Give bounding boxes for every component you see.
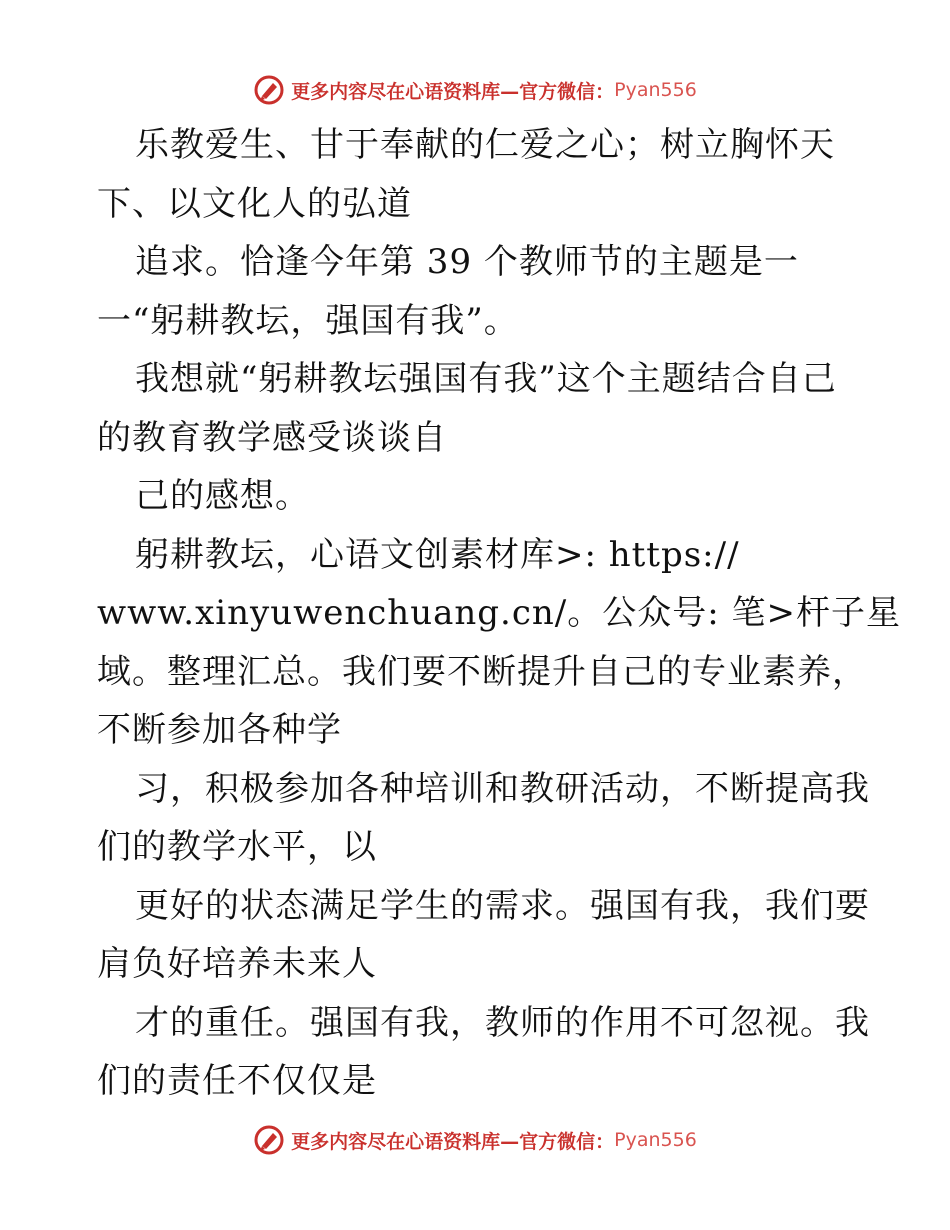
text-line: 才的重任。强国有我，教师的作用不可忽视。我	[135, 1002, 870, 1043]
text-line: 更好的状态满足学生的需求。强国有我，我们要	[135, 885, 870, 926]
text-line: 下、以文化人的弘道	[97, 183, 412, 224]
text-line: 一“躬耕教坛，强国有我”。	[97, 300, 519, 341]
text-line: 不断参加各种学	[97, 710, 342, 750]
watermark-handle: Pyan556	[614, 1129, 697, 1151]
text-line: 躬耕教坛，心语文创素材库>: https://	[135, 534, 740, 575]
text-line: 习，积极参加各种培训和教研活动，不断提高我	[135, 768, 870, 809]
text-line: 肩负好培养未来人	[97, 944, 377, 984]
watermark-prefix: 更多内容尽在心语资料库—官方微信：	[291, 1130, 615, 1153]
text-line: 乐教爱生、甘于奉献的仁爱之心；树立胸怀天	[135, 125, 835, 165]
text-line: 们的责任不仅仅是	[97, 1061, 377, 1101]
text-line: 们的教学水平，以	[97, 827, 377, 867]
text-line: 追求。恰逢今年第 39 个教师节的主题是一	[135, 242, 799, 282]
text-line: 域。整理汇总。我们要不断提升自己的专业素养，	[97, 651, 867, 692]
text-line: 的教育教学感受谈谈自	[97, 417, 447, 458]
pen-logo-icon	[253, 74, 285, 106]
text-line: 我想就“躬耕教坛强国有我”这个主题结合自己	[135, 359, 837, 399]
header-watermark	[0, 70, 950, 110]
footer-watermark	[0, 1120, 950, 1160]
pen-logo-icon	[253, 1124, 285, 1156]
text-line: 己的感想。	[135, 476, 310, 516]
text-line: www.xinyuwenchuang.cn/。公众号: 笔>杆子星	[97, 593, 901, 633]
watermark-prefix: 更多内容尽在心语资料库—官方微信：	[291, 80, 615, 103]
document-body	[97, 116, 901, 1111]
watermark-handle: Pyan556	[614, 79, 697, 101]
